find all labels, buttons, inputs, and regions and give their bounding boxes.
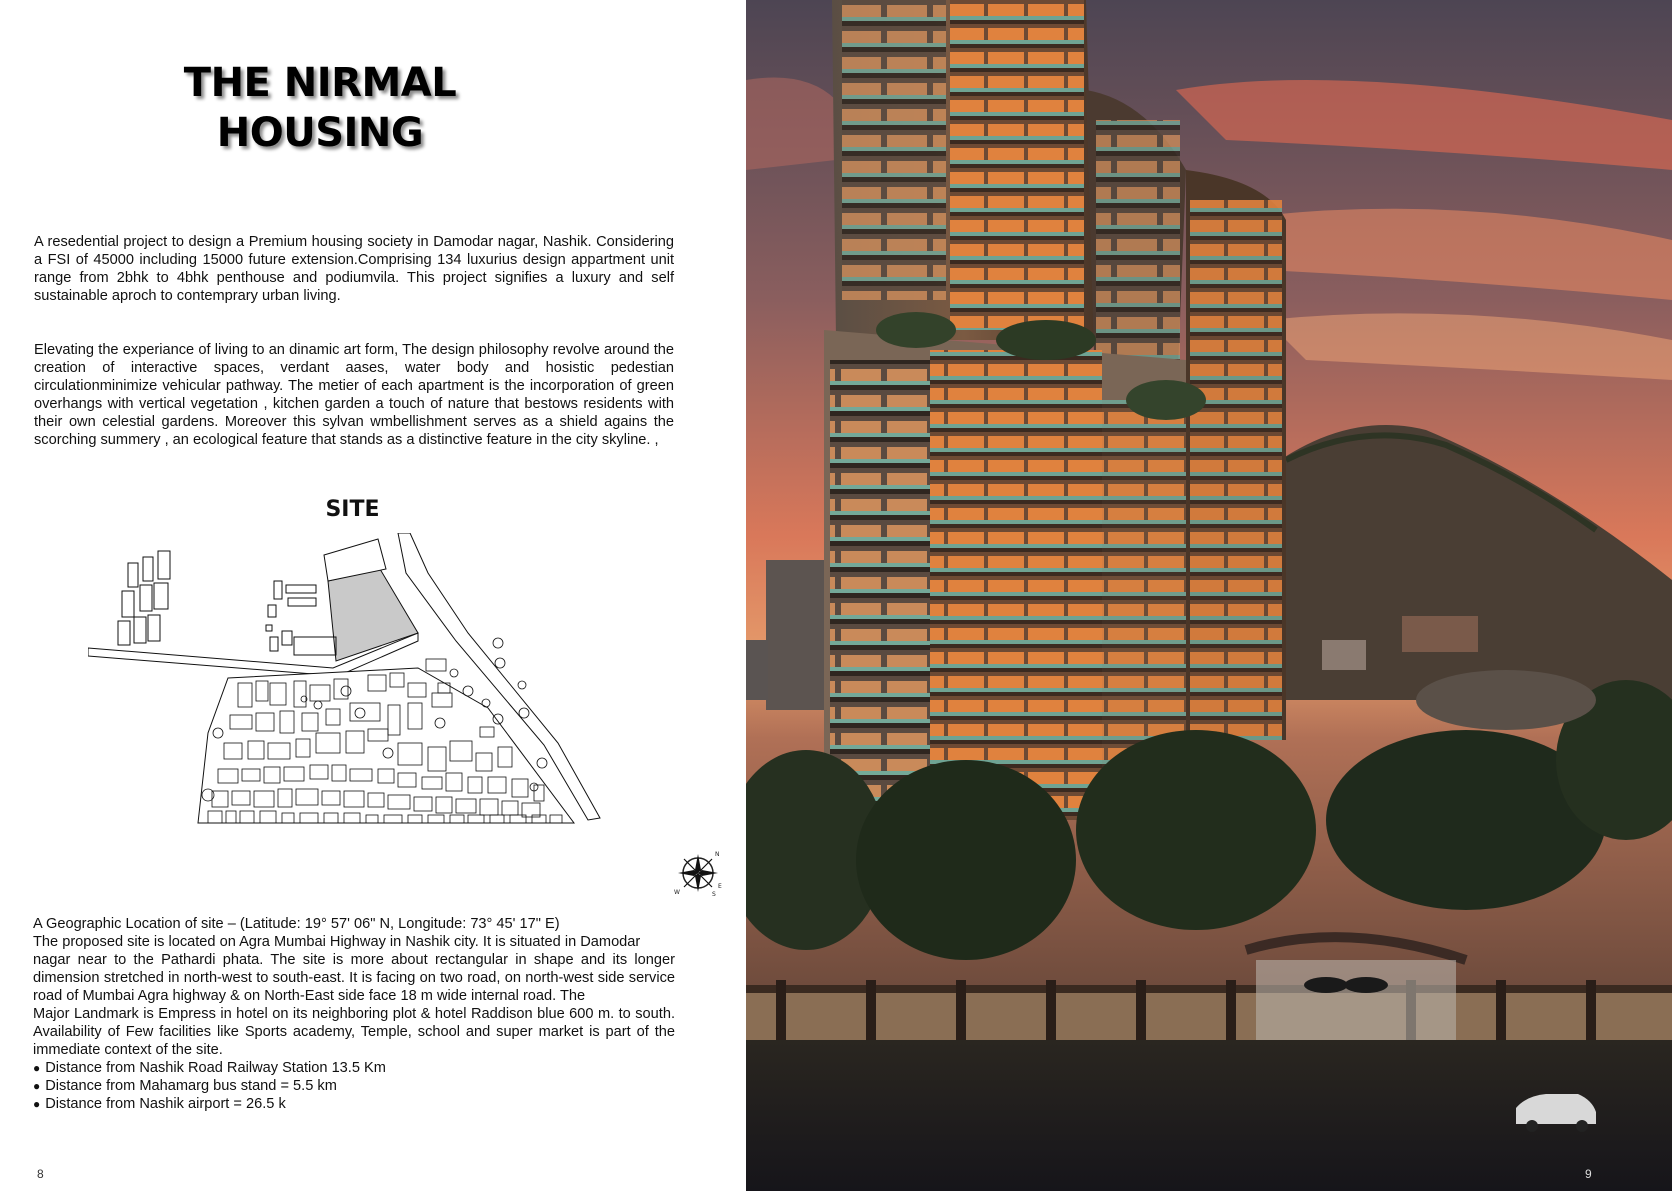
building-render-image — [746, 0, 1672, 1191]
intro-paragraph: A resedential project to design a Premium housing society in Damodar nagar, Nashik. Considering a FSI of 45000 including 15000 future extension.Comprising 134 luxurius design appartment unit range from 2bhk to 4bhk penthouse and podiumvila. This project signifies a luxury and self sustainable aproch to contemprary urban living. — [34, 234, 674, 304]
page-number-right: 9 — [1585, 1167, 1592, 1181]
left-page — [0, 0, 746, 1191]
page-number-left: 8 — [37, 1167, 44, 1181]
right-page — [746, 0, 1672, 1191]
location-description — [33, 915, 675, 1113]
distance-bullet: ● Distance from Mahamarg bus stand = 5.5 km — [33, 1077, 675, 1095]
distance-bullet: ● Distance from Nashik airport = 26.5 k — [33, 1095, 675, 1113]
compass-letter-s: S — [712, 891, 716, 898]
philosophy-paragraph: Elevating the experiance of living to an dinamic art form, The design philosophy revolve around the creation of interactive spaces, verdant aases, water body and hosistic pedestian circulationminimize vehicular pathway. The metier of each apartment is the incorporation of green overhangs with vertical vegetation , kitchen garden a touch of nature that bestows residents with their own celestial gardens. Moreover this sylvan wmbellishment serves as a shield agains the scorching summery , an ecological feature that stands as a distinctive feature in the city skyline. , — [34, 342, 674, 448]
location-line-2: nagar near to the Pathardi phata. The site is more about rectangular in shape and its longer dimension stretched in north-west to south-east. It is facing on two road, on north-west side service road of Mumbai Agra highway & on North-East side face 18 m wide internal road. The — [33, 952, 675, 1004]
site-heading: SITE — [325, 497, 380, 522]
compass-letter-n: N — [715, 851, 720, 858]
location-line-3: Major Landmark is Empress in hotel on its neighboring plot & hotel Raddison blue 600 m. to south. Availability of Few facilities like Sports academy, Temple, school and super market is part of the immediate context of the site. — [33, 1006, 675, 1058]
location-line-1: The proposed site is located on Agra Mumbai Highway in Nashik city. It is situated in Damodar — [33, 934, 641, 950]
title-line-1: THE NIRMAL — [183, 60, 457, 106]
site-plan-drawing — [88, 533, 658, 873]
title-line-2: HOUSING — [216, 110, 424, 156]
distance-bullet: ● Distance from Nashik Road Railway Station 13.5 Km — [33, 1059, 675, 1077]
compass-icon — [672, 848, 724, 898]
location-coordinates: A Geographic Location of site – (Latitude: 19° 57' 06" N, Longitude: 73° 45' 17" E) — [33, 916, 560, 932]
compass-letter-w: W — [674, 889, 680, 896]
compass-letter-e: E — [718, 883, 722, 890]
page-title — [150, 58, 490, 158]
